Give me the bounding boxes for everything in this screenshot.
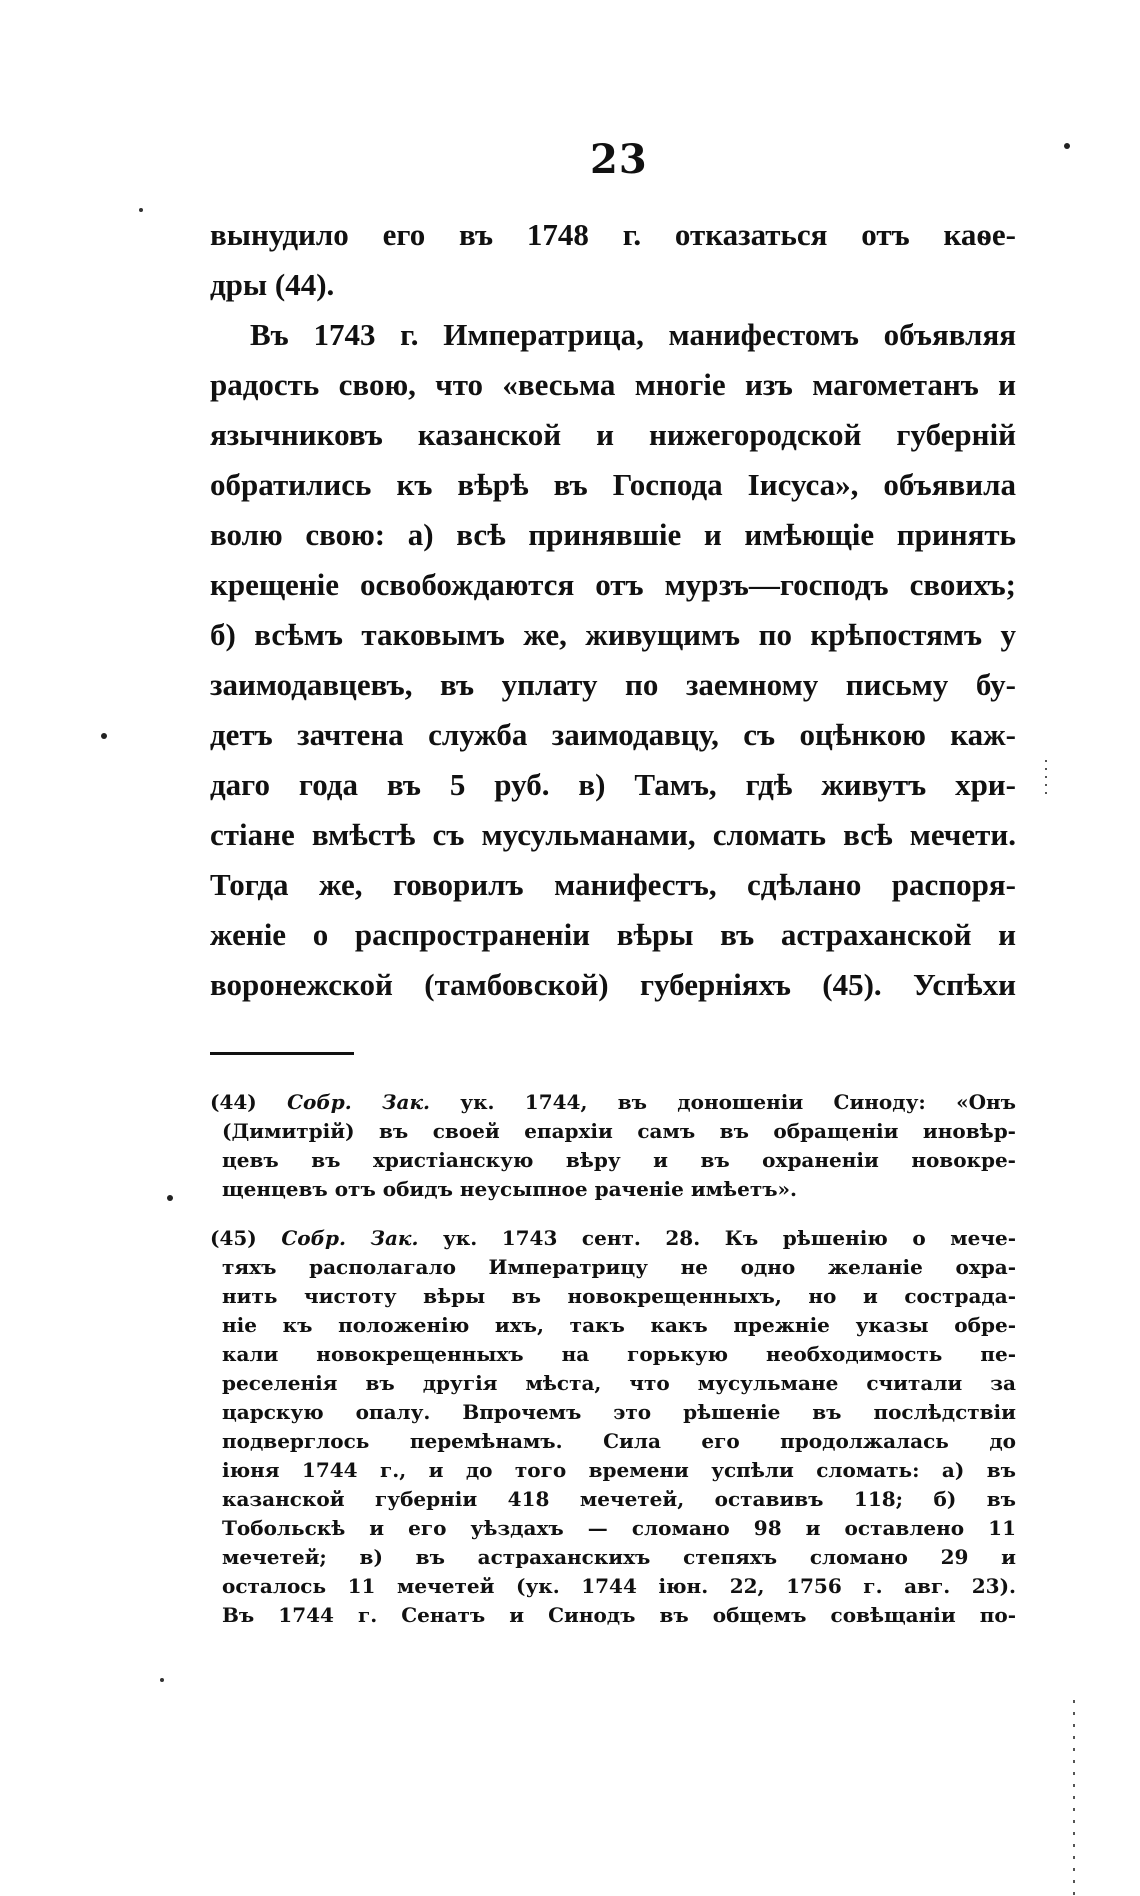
footnote-text: ук. 1743 сент. 28. Къ рѣшенію о мече- — [442, 1226, 1017, 1250]
text-line: язычниковъ казанской и нижегородской губерній — [210, 417, 1016, 452]
footnote-line: кали новокрещенныхъ на горькую необходимость пе- — [222, 1342, 1016, 1366]
footnote-line: мечетей; в) въ астраханскихъ степяхъ сломано 29 и — [222, 1545, 1016, 1569]
text-line: стіане вмѣстѣ съ мусульманами, сломать всѣ мечети. — [210, 817, 1016, 852]
main-text — [210, 210, 1016, 1010]
footnote-line: подверглось перемѣнамъ. Сила его продолжалась до — [222, 1429, 1016, 1453]
footnote-source: Собр. Зак. — [281, 1226, 419, 1250]
footnotes — [210, 1088, 1016, 1650]
footnote-number: (44) — [210, 1090, 257, 1114]
footnote-line: (Димитрій) въ своей епархіи самъ въ обращеніи иновѣр- — [222, 1119, 1016, 1143]
footnote-separator — [210, 1052, 354, 1055]
text-line: Тогда же, говорилъ манифестъ, сдѣлано распоря- — [210, 867, 1016, 902]
text-line: детъ зачтена служба заимодавцу, съ оцѣнкою каж- — [210, 717, 1016, 752]
footnote-number: (45) — [210, 1226, 257, 1250]
text-line: вынудило его въ 1748 г. отказаться отъ каѳе- — [210, 217, 1016, 252]
footnote-text: ук. 1744, въ доношеніи Синоду: «Онъ — [460, 1090, 1016, 1114]
footnote-line: ніе къ положенію ихъ, такъ какъ прежніе указы обре- — [222, 1313, 1016, 1337]
text-line: крещеніе освобождаются отъ мурзъ—господъ своихъ; — [210, 567, 1016, 602]
footnote-line — [210, 1224, 1016, 1253]
footnote-44 — [210, 1088, 1016, 1204]
footnote-line: осталось 11 мечетей (ук. 1744 іюн. 22, 1756 г. авг. 23). — [222, 1574, 1016, 1598]
text-line: дры (44). — [210, 267, 335, 302]
speck — [1064, 143, 1070, 149]
text-line: б) всѣмъ таковымъ же, живущимъ по крѣпостямъ у — [210, 617, 1016, 652]
speck — [167, 1195, 173, 1201]
footnote-line: царскую опалу. Впрочемъ это рѣшеніе въ послѣдствіи — [222, 1400, 1016, 1424]
text-line: обратились къ вѣрѣ въ Господа Іисуса», объявила — [210, 467, 1016, 502]
text-line: женіе о распространеніи вѣры въ астраханской и — [210, 917, 1016, 952]
footnote-source: Собр. Зак. — [287, 1090, 430, 1114]
footnote-line: іюня 1744 г., и до того времени успѣли сломать: а) въ — [222, 1458, 1016, 1482]
footnote-line: нить чистоту вѣры въ новокрещенныхъ, но и сострада- — [222, 1284, 1016, 1308]
footnote-line: щенцевъ отъ обидъ неусыпное раченіе имѣетъ». — [222, 1177, 798, 1201]
speck — [160, 1678, 164, 1682]
footnote-45 — [210, 1224, 1016, 1630]
speck — [101, 733, 107, 739]
footnote-line: реселенія въ другія мѣста, что мусульмане считали за — [222, 1371, 1016, 1395]
text-line: воронежской (тамбовской) губерніяхъ (45). Успѣхи — [210, 967, 1016, 1002]
text-line: даго года въ 5 руб. в) Тамъ, гдѣ живутъ хри- — [210, 767, 1016, 802]
footnote-line: Въ 1744 г. Сенатъ и Синодъ въ общемъ совѣщаніи по- — [222, 1603, 1016, 1627]
text-line: Въ 1743 г. Императрица, манифестомъ объявляя — [250, 317, 1016, 352]
footnote-line — [210, 1088, 1016, 1117]
footnote-line: тяхъ располагало Императрицу не одно желаніе охра- — [222, 1255, 1016, 1279]
text-line: заимодавцевъ, въ уплату по заемному письму бу- — [210, 667, 1016, 702]
text-line: волю свою: а) всѣ принявшіе и имѣющіе принять — [210, 517, 1016, 552]
text-line: радость свою, что «весьма многіе изъ магометанъ и — [210, 367, 1016, 402]
footnote-line: цевъ въ христіанскую вѣру и въ охраненіи новокре- — [222, 1148, 1016, 1172]
footnote-line: Тобольскѣ и его уѣздахъ — сломано 98 и оставлено 11 — [222, 1516, 1016, 1540]
page-number: 23 — [590, 136, 648, 183]
footnote-line: казанской губерніи 418 мечетей, оставивъ 118; б) въ — [222, 1487, 1016, 1511]
speck — [139, 208, 143, 212]
